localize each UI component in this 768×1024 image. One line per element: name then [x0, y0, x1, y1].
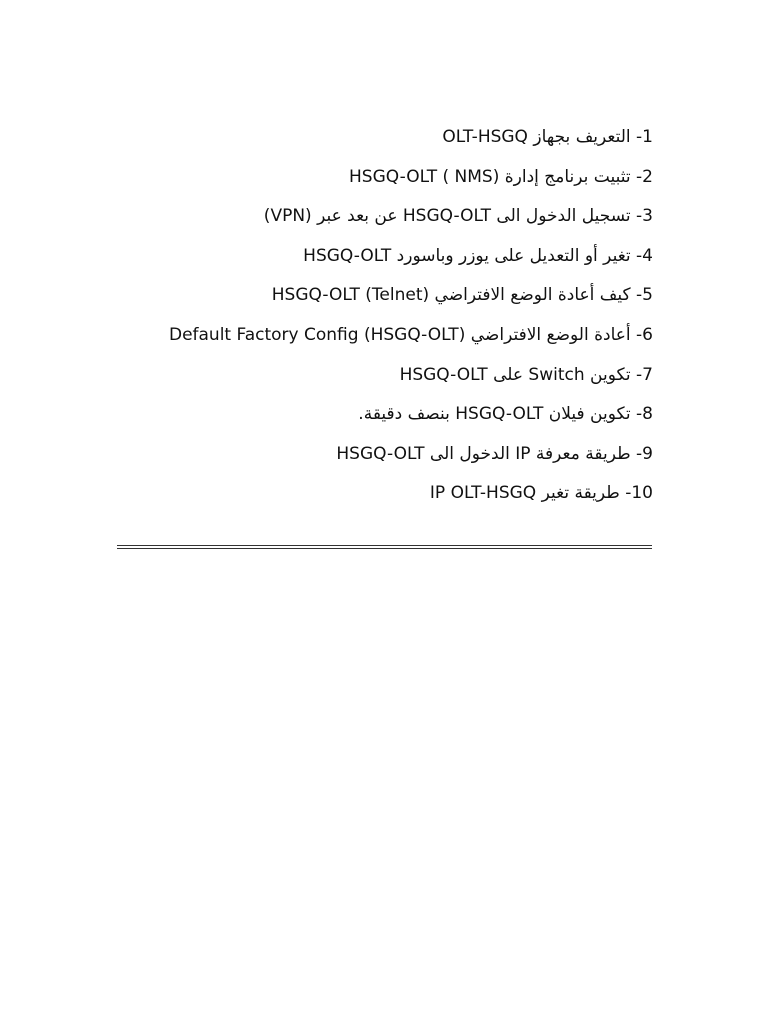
- double-rule-divider: [117, 545, 652, 549]
- toc-item: 6- أعادة الوضع الافتراضي (Default Factory Config (HSGQ-OLT: [168, 324, 653, 345]
- toc-item: 7- تكوين Switch على HSGQ-OLT: [399, 364, 653, 385]
- toc-item: 9- طريقة معرفة IP الدخول الى HSGQ-OLT: [336, 443, 653, 464]
- toc-item: 3- تسجيل الدخول الى HSGQ-OLT عن بعد عبر (VPN): [263, 206, 653, 227]
- table-of-contents: [110, 118, 653, 514]
- toc-item: 5- كيف أعادة الوضع الافتراضي (HSGQ-OLT (Telnet: [271, 285, 653, 306]
- toc-item: 1- التعريف بجهاز OLT-HSGQ: [442, 127, 653, 147]
- toc-item: 2- تثبيت برنامج إدارة HSGQ-OLT ( NMS): [349, 166, 653, 187]
- toc-item: 4- تغير أو التعديل على يوزر وباسورد HSGQ-OLT: [303, 245, 653, 266]
- toc-item: 10- طريقة تغير IP OLT-HSGQ: [429, 483, 653, 504]
- toc-item: 8- تكوين فيلان HSGQ-OLT بنصف دقيقة.: [358, 404, 653, 425]
